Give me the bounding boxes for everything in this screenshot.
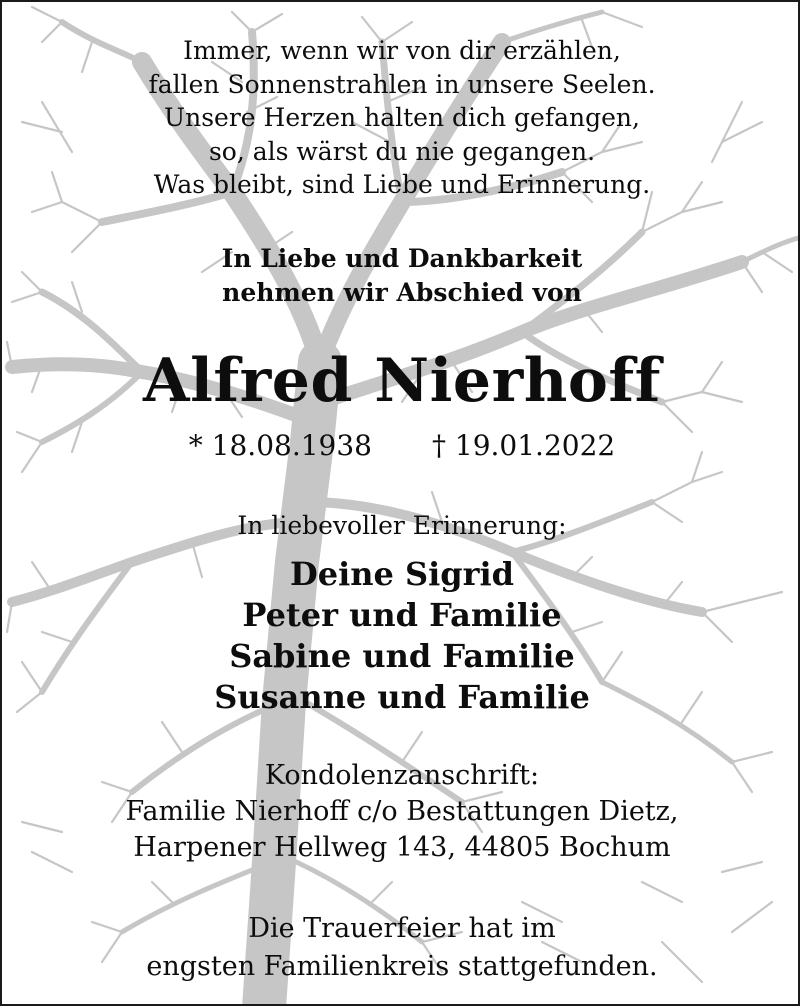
intro-line: In Liebe und Dankbarkeit: [221, 244, 583, 273]
poem-line: Was bleibt, sind Liebe und Erinnerung.: [153, 170, 651, 199]
condolence-heading: Kondolenzanschrift:: [264, 760, 540, 791]
death-date: † 19.01.2022: [432, 429, 616, 462]
condolence-address: [2, 758, 800, 866]
poem-line: so, als wärst du nie gegangen.: [208, 136, 596, 166]
poem-line: Immer, wenn wir von dir erzählen,: [183, 36, 621, 65]
address-line: Harpener Hellweg 143, 44805 Bochum: [133, 832, 671, 863]
ceremony-line: Die Trauerfeier hat im: [248, 913, 556, 944]
ceremony-notice: [2, 910, 800, 986]
birth-date: * 18.08.1938: [188, 429, 372, 462]
remembrance-heading: In liebevoller Erinnerung:: [237, 511, 567, 540]
poem: [2, 34, 800, 202]
deceased-name: Alfred Nierhoff: [143, 346, 661, 416]
mourner: Sabine und Familie: [229, 637, 575, 675]
life-dates: [2, 426, 800, 466]
intro-line: nehmen wir Abschied von: [222, 277, 582, 307]
mourner: Deine Sigrid: [289, 555, 515, 593]
poem-line: fallen Sonnenstrahlen in unsere Seelen.: [148, 69, 656, 99]
farewell-intro: [2, 242, 800, 309]
mourners-list: [2, 554, 800, 718]
mourner: Peter und Familie: [242, 596, 562, 634]
poem-line: Unsere Herzen halten dich gefangen,: [164, 103, 640, 132]
mourner: Susanne und Familie: [214, 678, 590, 716]
ceremony-line: engsten Familienkreis stattgefunden.: [146, 951, 658, 982]
address-line: Familie Nierhoff c/o Bestattungen Dietz,: [125, 796, 679, 827]
